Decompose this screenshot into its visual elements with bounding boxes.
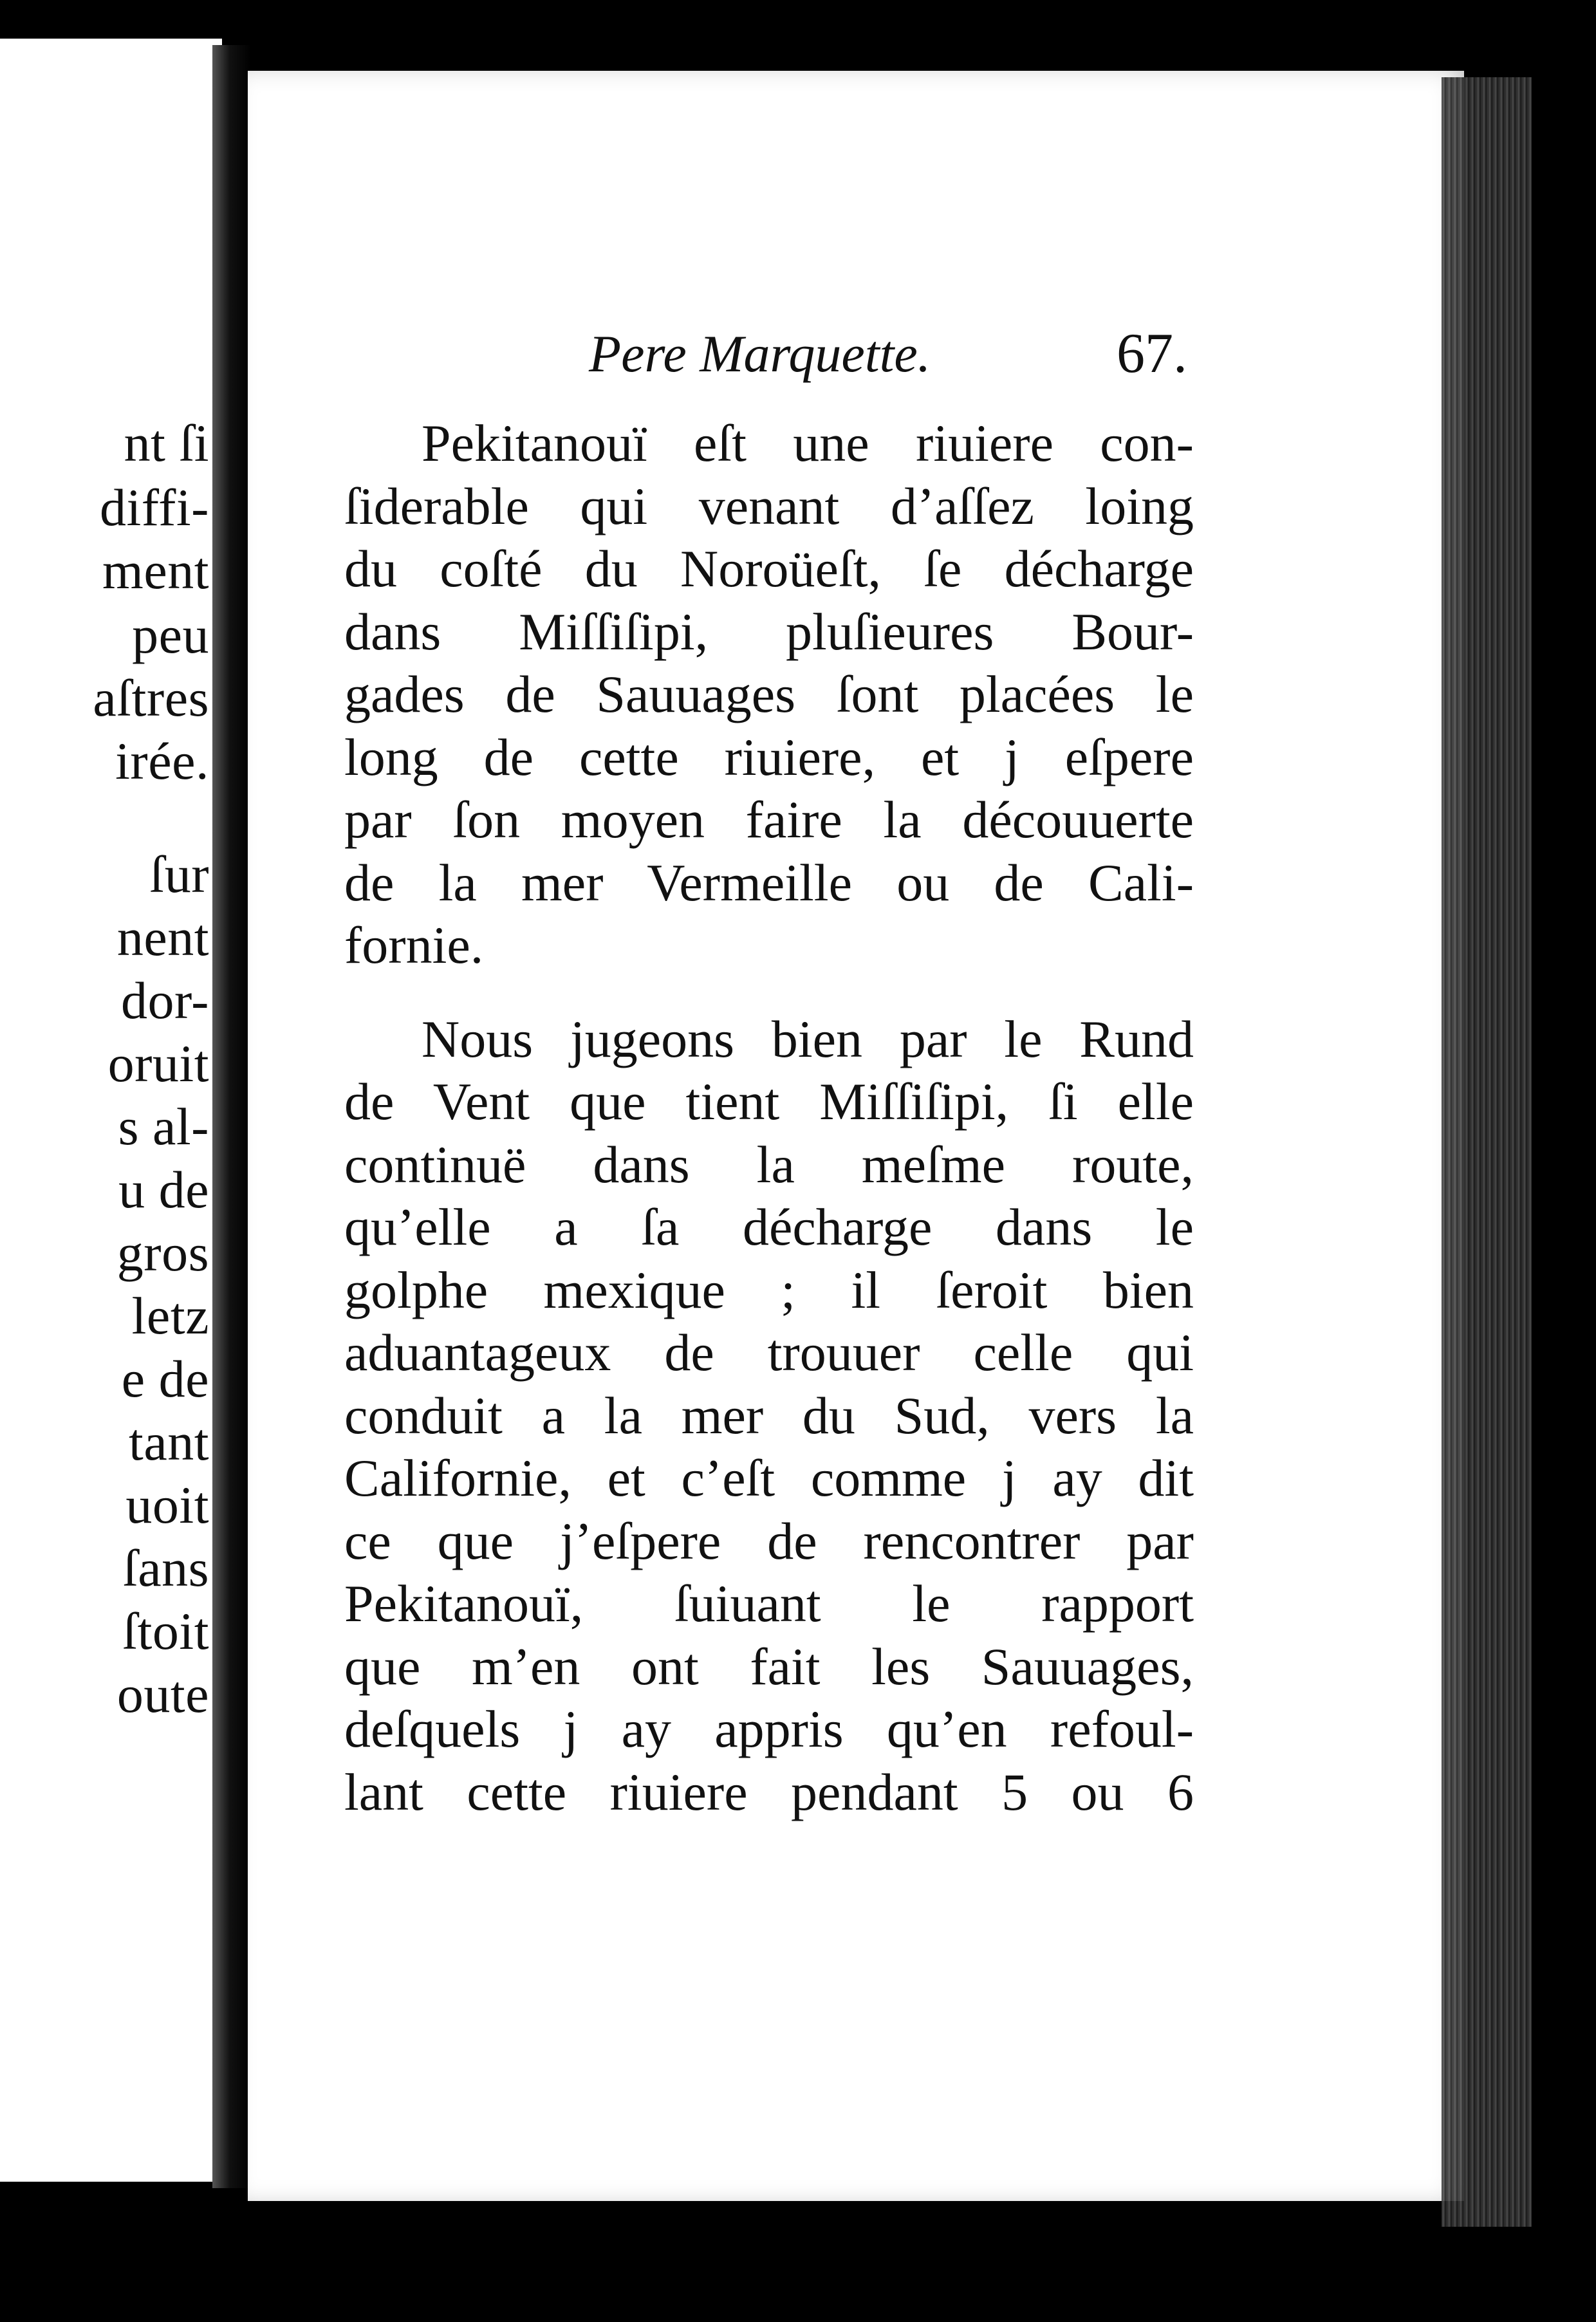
page-number: 67.	[1117, 322, 1187, 385]
left-line-12: u de	[118, 1160, 209, 1219]
text-line: Nous jugeons bien par le Rund	[422, 1009, 1194, 1068]
text-line: golphe mexique ; il ſeroit bien	[344, 1260, 1194, 1319]
text-line: aduantageux de trouuer celle qui	[344, 1323, 1194, 1382]
left-line-1: nt ſi	[124, 414, 209, 472]
left-line-4: peu	[132, 606, 209, 664]
text-line: de Vent que tient Miſſiſipi, ſi elle	[344, 1072, 1194, 1131]
text-line: long de cette riuiere, et j eſpere	[344, 727, 1194, 786]
body-text	[344, 412, 1207, 1823]
left-line-14: letz	[131, 1286, 209, 1345]
text-line: que m’en ont fait les Sauuages,	[344, 1637, 1194, 1696]
text-line: qu’elle a ſa décharge dans le	[344, 1198, 1194, 1256]
left-line-13: gros	[116, 1223, 209, 1282]
text-line: fornie.	[344, 916, 484, 974]
left-line-15: e de	[121, 1350, 209, 1408]
book-gutter	[212, 45, 251, 2188]
left-line-11: s al-	[118, 1097, 209, 1156]
text-line: gades de Sauuages ſont placées le	[344, 665, 1194, 723]
previous-page-text	[0, 0, 219, 1723]
running-head-title: Pere Marquette.	[589, 324, 931, 383]
running-head	[582, 322, 1200, 399]
left-line-18: ſans	[122, 1539, 209, 1597]
text-line: dans Miſſiſipi, pluſieures Bour-	[344, 602, 1194, 661]
text-line: ce que j’eſpere de rencontrer par	[344, 1511, 1194, 1570]
left-line-5: aſtres	[93, 669, 209, 727]
left-line-16: tant	[129, 1413, 209, 1471]
left-line-10: oruit	[107, 1034, 209, 1093]
left-line-20: oute	[116, 1665, 209, 1723]
text-line: par ſon moyen faire la découuerte	[344, 790, 1194, 849]
left-line-19: ſtoit	[122, 1602, 209, 1660]
left-line-3: ment	[102, 541, 209, 600]
text-line: du coſté du Noroüeſt, ſe décharge	[344, 539, 1194, 598]
text-line: Californie, et c’eſt comme j ay dit	[344, 1449, 1194, 1507]
text-line: ſiderable qui venant d’aſſez loing	[344, 476, 1194, 535]
text-line: Pekitanouï, ſuiuant le rapport	[344, 1574, 1194, 1633]
text-line: Pekitanouï eſt une riuiere con-	[422, 414, 1194, 472]
page-edges	[1442, 77, 1532, 2227]
left-line-7: ſur	[149, 845, 209, 904]
text-line: lant cette riuiere pendant 5 ou 6	[344, 1762, 1194, 1821]
left-line-8: nent	[116, 908, 209, 967]
left-line-6: irée.	[115, 732, 209, 790]
text-line: deſquels j ay appris qu’en refoul-	[344, 1700, 1194, 1758]
left-line-2: diffi-	[99, 478, 209, 537]
left-line-17: uoit	[125, 1476, 209, 1534]
paragraph-1	[344, 412, 1207, 977]
text-line: conduit a la mer du Sud, vers la	[344, 1386, 1194, 1445]
left-line-9: dor-	[121, 971, 209, 1030]
text-line: continuë dans la meſme route,	[344, 1135, 1194, 1194]
text-line: de la mer Vermeille ou de Cali-	[344, 853, 1194, 912]
paragraph-2	[344, 1008, 1207, 1824]
